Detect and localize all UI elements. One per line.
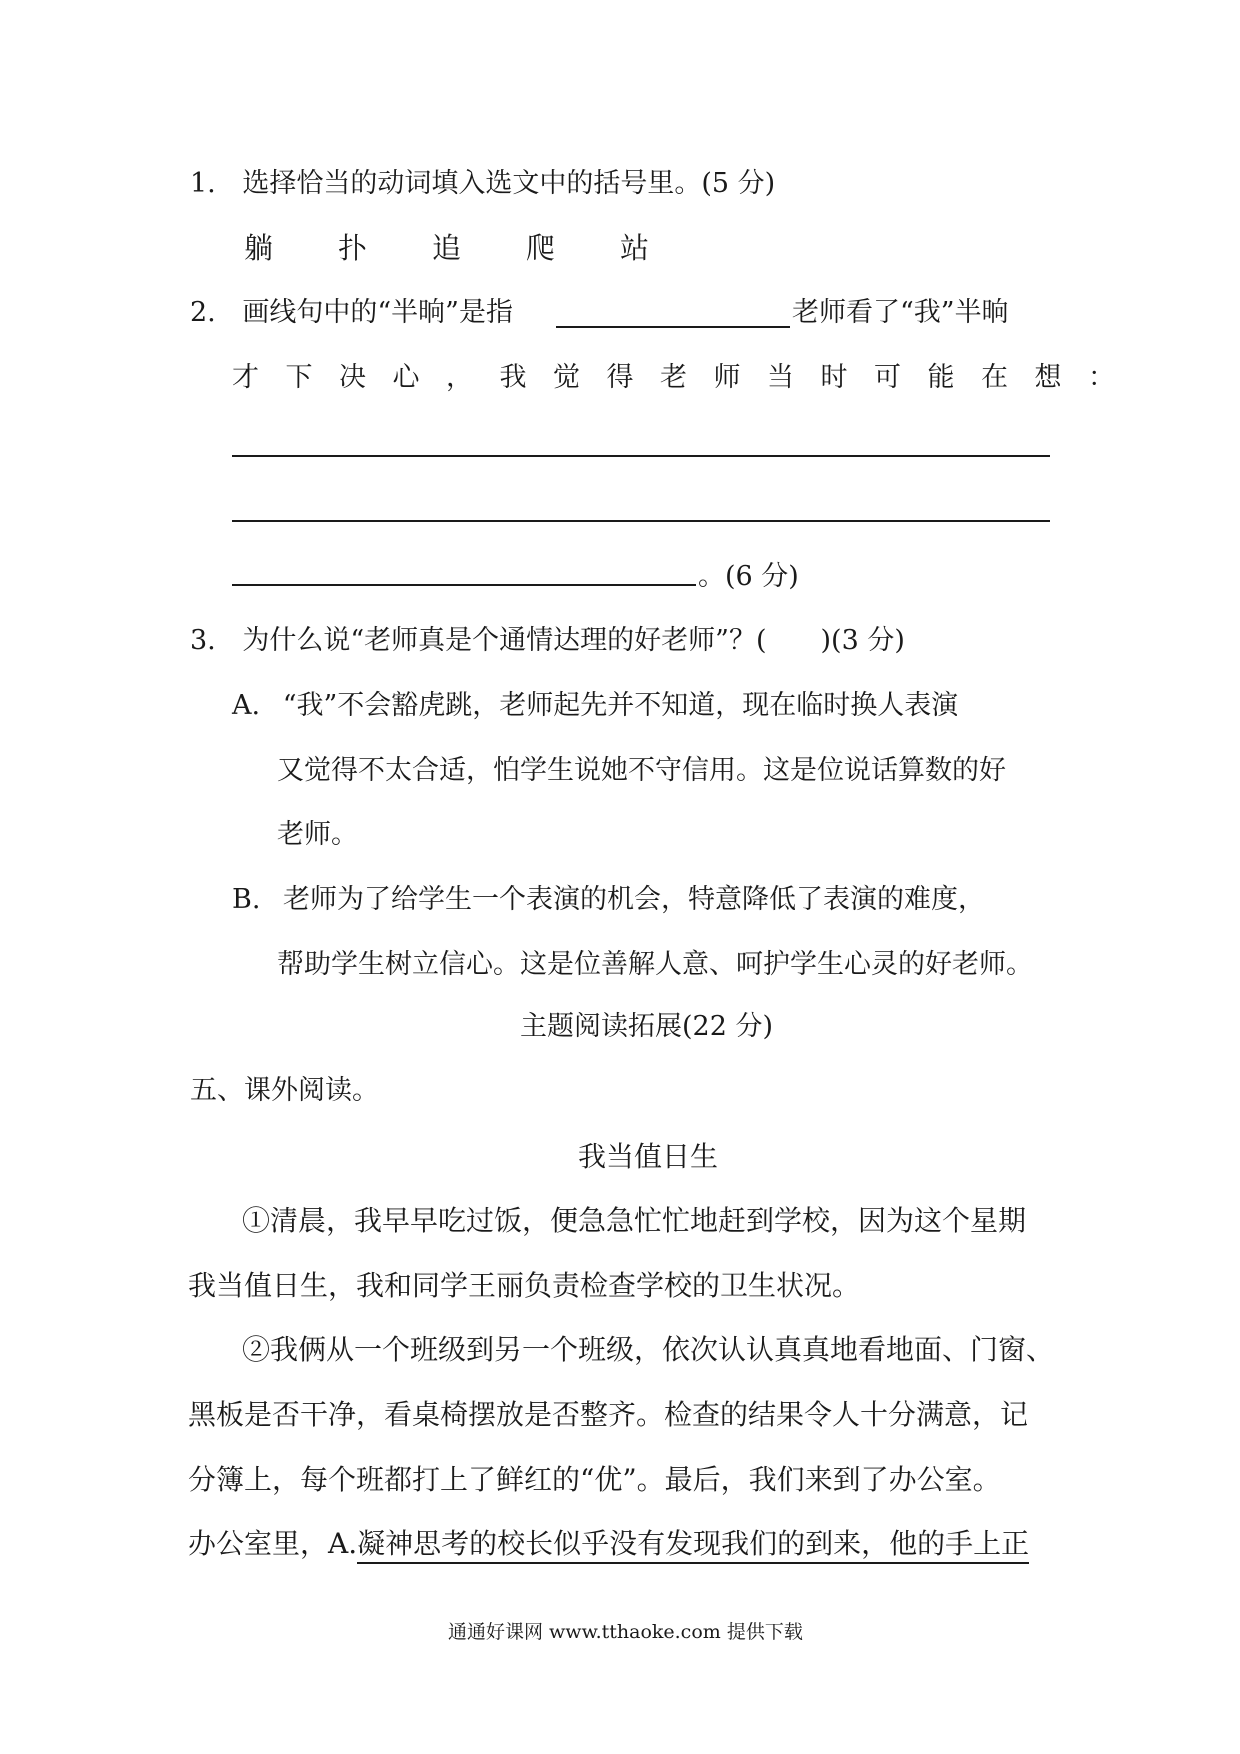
story-p2-line4-start: 办公室里，A. [188,1527,358,1560]
story-p1-line1: ①清晨，我早早吃过饭，便急急忙忙地赶到学校，因为这个星期 [242,1204,1027,1237]
page-footer: 通通好课网 www.tthaoke.com 提供下载 [448,1621,803,1643]
q3-option-b-text1: 老师为了给学生一个表演的机会，特意降低了表演的难度， [283,884,986,915]
q2-blank-1[interactable] [556,326,790,328]
q2-line2: 才下决心，我觉得老师当时可能在想： [232,362,1142,393]
q3-option-a-text1: “我”不会豁虎跳，老师起先并不知道，现在临时换人表演 [282,690,959,721]
story-p2-line2: 黑板是否干净，看桌椅摆放是否整齐。检查的结果令人十分满意，记 [188,1398,1029,1431]
q3-number: 3. [190,625,216,656]
verb-item: 追 [432,231,462,265]
q2-ending: 。(6 分) [698,561,799,592]
q3-option-a-line3: 老师。 [277,819,358,850]
q2-line1-start: 画线句中的“半晌”是指 [242,297,513,328]
story-title: 我当值日生 [578,1140,719,1173]
verb-item: 站 [620,231,650,265]
story-p2-line3: 分簿上，每个班都打上了鲜红的“优”。最后，我们来到了办公室。 [188,1463,1001,1496]
q1-line [190,170,775,197]
verb-item: 爬 [526,231,556,265]
verb-item: 躺 [244,231,274,265]
part-five-heading: 五、课外阅读。 [190,1075,379,1106]
story-p1-line2: 我当值日生，我和同学王丽负责检查学校的卫生状况。 [188,1269,861,1302]
q2-answer-line-1[interactable] [232,455,1050,457]
story-p2-line4 [188,1527,1030,1560]
underlined-sentence-a: 凝神思考的校长似乎没有发现我们的到来，他的手上正 [357,1527,1029,1564]
section-heading: 主题阅读拓展(22 分) [520,1011,774,1042]
q3-line [190,627,905,654]
verb-item: 扑 [338,231,368,265]
q2-line1 [190,299,513,326]
q3-option-b-line2: 帮助学生树立信心。这是位善解人意、呵护学生心灵的好老师。 [277,949,1033,980]
q3-text: 为什么说“老师真是个通情达理的好老师”？( )(3 分) [242,625,905,656]
q1-text: 选择恰当的动词填入选文中的括号里。(5 分) [242,168,776,199]
q3-option-b-label: B. [232,884,261,915]
q2-line1-end: 老师看了“我”半晌 [792,297,1009,328]
q2-answer-line-2[interactable] [232,520,1050,522]
q3-option-b-line1 [232,886,985,913]
q2-answer-line-3[interactable] [232,584,696,586]
q3-option-a-label: A. [232,690,261,721]
q1-number: 1. [190,168,216,199]
q2-number: 2. [190,297,216,328]
q1-verb-list [244,231,714,265]
story-p2-line1: ②我俩从一个班级到另一个班级，依次认认真真地看地面、门窗、 [242,1333,1055,1366]
q3-option-a-line1 [232,692,958,719]
q3-option-a-line2: 又觉得不太合适，怕学生说她不守信用。这是位说话算数的好 [277,755,1006,786]
